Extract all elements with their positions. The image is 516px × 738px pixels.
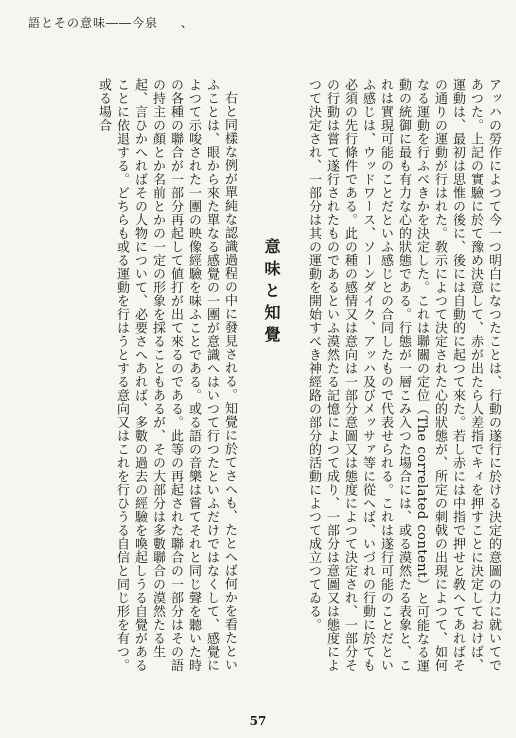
header-mark: 、	[180, 16, 194, 30]
section-heading: 意味と知覺	[262, 238, 281, 348]
running-header	[28, 14, 194, 31]
page-number: 57	[249, 714, 267, 728]
body-paragraph-1: アッハの勞作によつて今一つ明白になつたことは、行動の遂行に於ける決定的意圖の力に就いてであつた。上記の實驗に於て豫め決意して、赤が出たら人差指でキィを押すことに決定しておけば、運動は、最初は思惟の後に、後には自動的に起つて來た。若し赤には中指で押せと敎へてあればその通りの運動が行はれた。敎示によつて決定された心的狀態が、所定の刺戟の出現によつて、如何なる運動を行ふべきかを決定した。これは聯關の定位（The correlated content）と可能なる運動の統御に最も有力な心的狀態である。行態が一層こみ入つた場合には、或る漠然たる表象と、これは實現可能のことだといふ感じとの合同したもので代表せられる。これは遂行可能のことだといふ感じは、ウッドワース、ソーンダイク、アッハ及びメッサァ等に從へば、いづれの行動に於ても必須の先行條件である。此の種の感情又は意向は一部分意圖又は態度によつて決定され、一部分その行動は嘗て遂行されたものであるといふ漠然たる記憶によつて成り、一部分は意圖又は態度によつて決定され、一部分は其の運動を開始すべき神經路の部分的活動によつて成立つてゐる。	[306, 78, 501, 673]
running-title: 語とその意味――今泉	[28, 16, 159, 30]
vertical-body-text	[50, 78, 502, 678]
body-paragraph-2: 右と同樣な例が單純な認識過程の中に發見される。知覺に於てさへも、たとへば何かを看たといふことは、眼から來た單なる感覺の一團が意識へはいつて行つたといふだけではなくして、感覺によつて示唆された一團の映像經驗を味ふことである。或る語の音樂は嘗てそれと同じ聲を聽いた時の各種の聯合が一部分再起して値打が出て來るのである。此等の再起された聯合の一部分はその語の持主の顏とか名前とかの一定の形象を採ることもあるが、その大部分は多數聯合の漠然たる生起、言ひかへればその人物について、必要さへあれば、多數の過去の經驗を喚起しうる自覺があることに依退する。どちらも或る運動を行はうとする意向又はこれを行ひうる自信と同じ形を有つ。或る場合	[96, 78, 237, 672]
